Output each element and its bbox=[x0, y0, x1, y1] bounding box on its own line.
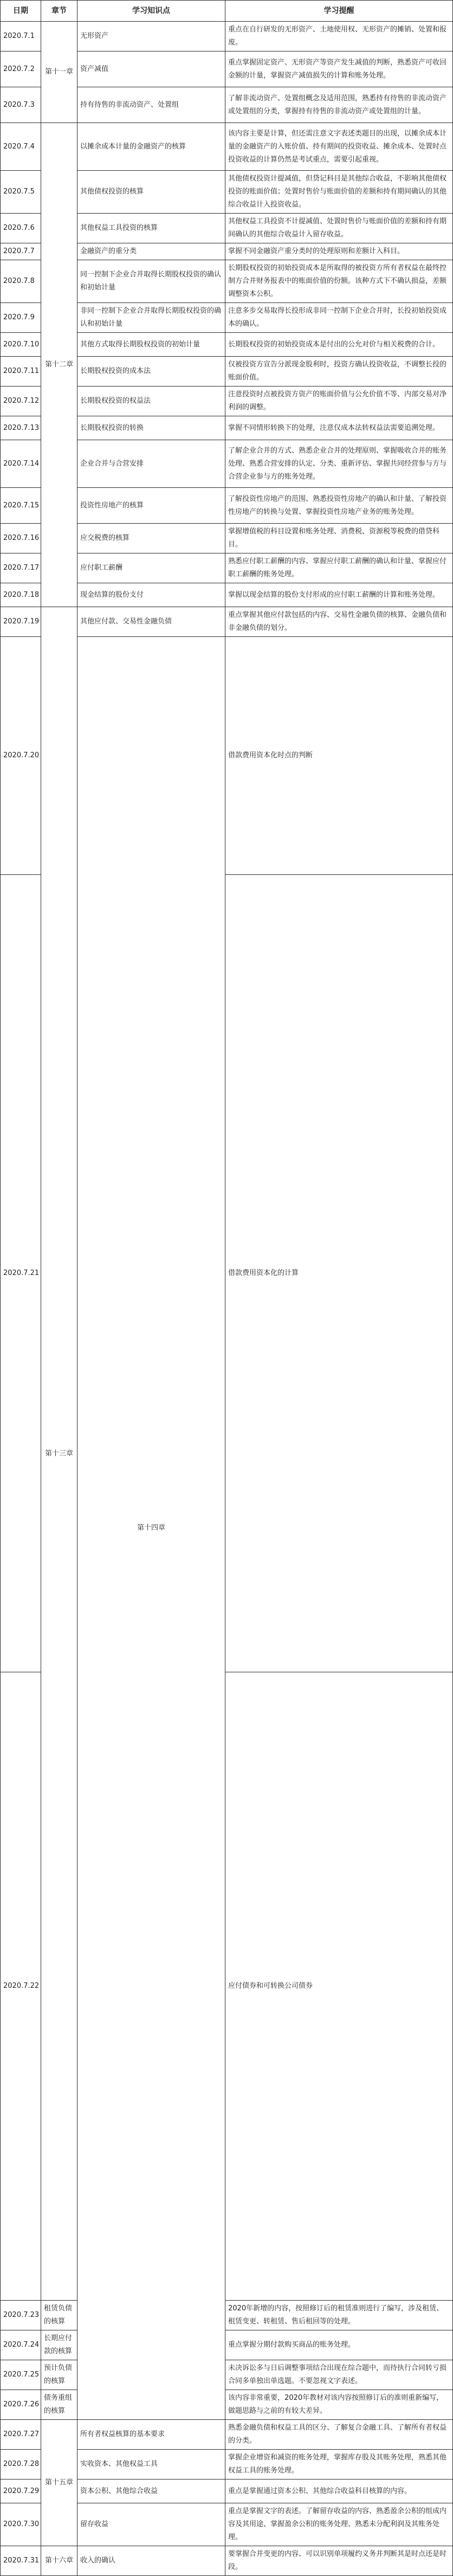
tip-cell: 重点在自行研发的无形资产、土地使用权、无形资产的摊销、处置和报废。 bbox=[225, 22, 453, 51]
point-cell: 资本公积、其他综合收益 bbox=[77, 2480, 225, 2503]
point-cell: 债务重组的核算 bbox=[41, 2390, 77, 2420]
date-cell: 2020.7.3 bbox=[1, 87, 41, 123]
tip-cell: 掌握企业增资和减资的账务处理，掌握库存股及其账务处理，熟悉其他权益工具的账务处理。 bbox=[225, 2450, 453, 2480]
date-cell: 2020.7.8 bbox=[1, 260, 41, 303]
chapter-cell-11: 第十一章 bbox=[41, 22, 77, 123]
header-date: 日期 bbox=[1, 1, 41, 22]
point-cell: 其他应付款、交易性金融负债 bbox=[77, 607, 225, 637]
date-cell: 2020.7.16 bbox=[1, 524, 41, 553]
date-cell: 2020.7.15 bbox=[1, 488, 41, 524]
point-cell: 借款费用资本化时点的判断 bbox=[225, 637, 453, 875]
date-cell: 2020.7.12 bbox=[1, 387, 41, 416]
date-cell: 2020.7.13 bbox=[1, 416, 41, 440]
table-row bbox=[1, 2546, 453, 2576]
point-cell: 资产减值 bbox=[77, 51, 225, 87]
tip-cell: 未决诉讼多与日后调整事项结合出现在综合题中，而待执行合同转亏损合同多单独出单选题。不要忽视文字表述。 bbox=[225, 2360, 453, 2390]
date-cell: 2020.7.4 bbox=[1, 123, 41, 171]
date-cell: 2020.7.28 bbox=[1, 2450, 41, 2480]
tip-cell: 熟悉应付职工薪酬的内容、掌握应付职工薪酬的确认和计量、掌握应付职工薪酬的账务处理。 bbox=[225, 553, 453, 583]
chapter-cell-14: 第十四章 bbox=[77, 637, 225, 2420]
tip-cell: 长期股权投资的初始投资成本是付出的公允对价与相关税费的合计。 bbox=[225, 333, 453, 357]
table-row bbox=[1, 123, 453, 171]
point-cell: 长期股权投资的成本法 bbox=[77, 357, 225, 387]
date-cell: 2020.7.29 bbox=[1, 2480, 41, 2503]
tip-cell: 掌握不同情形转换下的处理，注意仅成本法转权益法需要追溯处理。 bbox=[225, 416, 453, 440]
tip-cell: 掌握增值税的科目设置和账务处理、消费税、资源税等税费的借贷科目。 bbox=[225, 524, 453, 553]
point-cell: 长期股权投资的权益法 bbox=[77, 387, 225, 416]
tip-cell: 2020年新增的内容，按照修订后的租赁准则进行了编写，涉及租赁、租赁变更、转租赁、售后租回等的处理。 bbox=[225, 2301, 453, 2330]
date-cell: 2020.7.22 bbox=[1, 1672, 41, 2301]
chapter-cell-16: 第十六章 bbox=[41, 2546, 77, 2576]
point-cell: 应付债券和可转换公司债券 bbox=[225, 1672, 453, 2301]
header-row bbox=[1, 1, 453, 22]
chapter-cell-15: 第十五章 bbox=[41, 2420, 77, 2546]
point-cell: 无形资产 bbox=[77, 22, 225, 51]
date-cell: 2020.7.10 bbox=[1, 333, 41, 357]
point-cell: 非同一控制下企业合并取得长期股权投资的确认和初始计量 bbox=[77, 303, 225, 333]
table-row bbox=[1, 607, 453, 637]
table-row bbox=[1, 2360, 453, 2390]
point-cell: 以摊余成本计量的金融资产的核算 bbox=[77, 123, 225, 171]
tip-cell: 该内容主要是计算，但还需注意文字表述类题目的出现，以摊余成本计量的金融资产的入账价值、持有期间的投资收益、摊余成本、处置时点投资收益的计算仍然是考试重点，需要引起重视。 bbox=[225, 123, 453, 171]
tip-cell: 重点是掌握文字的表述。了解留存收益的内容、熟悉盈余公积的组成内容及其用途、掌握盈余公积的账务处理、熟悉未分配利润及其账务处理。 bbox=[225, 2503, 453, 2546]
point-cell: 租赁负债的核算 bbox=[41, 2301, 77, 2330]
point-cell: 现金结算的股份支付 bbox=[77, 583, 225, 607]
point-cell: 借款费用资本化的计算 bbox=[225, 875, 453, 1672]
tip-cell: 重点掌握分期付款购买商品的账务处理。 bbox=[225, 2330, 453, 2360]
date-cell: 2020.7.26 bbox=[1, 2390, 41, 2420]
date-cell: 2020.7.5 bbox=[1, 171, 41, 214]
tip-cell: 长期股权投资的初始投资成本是所取得的被投资方所有者权益在最终控制方合并财务报表中的账面价值的份额。该种方式下不确认损益，差额调整资本公积。 bbox=[225, 260, 453, 303]
tip-cell: 注意投资时点被投资方资产的账面价值与公允价值不等、内部交易对净利润的调整。 bbox=[225, 387, 453, 416]
tip-cell: 该内容非常重要，2020年教材对该内容按照修订后的准则重新编写，做题思路与之前的有较大差异。 bbox=[225, 2390, 453, 2420]
point-cell: 长期股权投资的转换 bbox=[77, 416, 225, 440]
point-cell: 所有者权益核算的基本要求 bbox=[77, 2420, 225, 2450]
point-cell: 企业合并与合营安排 bbox=[77, 440, 225, 488]
tip-cell: 重点掌握固定资产、无形资产等资产发生减值的判断，熟悉资产可收回金额的计量，掌握资产减值损失的计算和账务处理。 bbox=[225, 51, 453, 87]
date-cell: 2020.7.27 bbox=[1, 2420, 41, 2450]
tip-cell: 了解非流动资产、处置组概念及适用范围，熟悉持有待售的非流动资产或处置组的分类，掌握持有待售的非流动资产或处置组的计量。 bbox=[225, 87, 453, 123]
point-cell: 实收资本、其他权益工具 bbox=[77, 2450, 225, 2480]
point-cell: 投资性房地产的核算 bbox=[77, 488, 225, 524]
table-row bbox=[1, 22, 453, 51]
chapter-cell-13: 第十三章 bbox=[41, 607, 77, 2301]
header-chapter: 章节 bbox=[41, 1, 77, 22]
date-cell: 2020.7.6 bbox=[1, 214, 41, 243]
date-cell: 2020.7.7 bbox=[1, 243, 41, 260]
point-cell: 金融资产的重分类 bbox=[77, 243, 225, 260]
tip-cell: 其他债权投资计提减值，但贷记科目是其他综合收益，不影响其他债权投资的账面价值；处置时售价与账面价值的差额和持有期间确认的其他综合收益计入投资收益。 bbox=[225, 171, 453, 214]
point-cell: 应交税费的核算 bbox=[77, 524, 225, 553]
date-cell: 2020.7.1 bbox=[1, 22, 41, 51]
point-cell: 持有待售的非流动资产、处置组 bbox=[77, 87, 225, 123]
table-row bbox=[1, 2390, 453, 2420]
date-cell: 2020.7.9 bbox=[1, 303, 41, 333]
date-cell: 2020.7.2 bbox=[1, 51, 41, 87]
table-row bbox=[1, 2420, 453, 2450]
tip-cell: 其他权益工具投资不计提减值、处置时售价与账面价值的差额和持有期间确认的其他综合收益计入留存收益。 bbox=[225, 214, 453, 243]
tip-cell: 掌握不同金融资产重分类时的处理原则和差额计入科目。 bbox=[225, 243, 453, 260]
date-cell: 2020.7.18 bbox=[1, 583, 41, 607]
header-point: 学习知识点 bbox=[77, 1, 225, 22]
point-cell: 其他方式取得长期股权投资的初始计量 bbox=[77, 333, 225, 357]
header-tip: 学习提醒 bbox=[225, 1, 453, 22]
tip-cell: 了解投资性房地产的范围、熟悉投资性房地产的确认和计量、了解投资性房地产的转换与处置、掌握投资性房地产业务的账务处理。 bbox=[225, 488, 453, 524]
date-cell: 2020.7.31 bbox=[1, 2546, 41, 2576]
tip-cell: 仅被投资方宣告分派现金股利时，投资方确认投资收益，不调整长投的账面价值。 bbox=[225, 357, 453, 387]
point-cell: 应付职工薪酬 bbox=[77, 553, 225, 583]
point-cell: 长期应付款的核算 bbox=[41, 2330, 77, 2360]
point-cell: 预计负债的核算 bbox=[41, 2360, 77, 2390]
date-cell: 2020.7.14 bbox=[1, 440, 41, 488]
point-cell: 留存收益 bbox=[77, 2503, 225, 2546]
chapter-cell-12: 第十二章 bbox=[41, 123, 77, 607]
tip-cell: 掌握以现金结算的股份支付形成的应付职工薪酬的计算和账务处理。 bbox=[225, 583, 453, 607]
tip-cell: 重点掌握其他应付款包括的内容、交易性金融负债的核算、金融负债和非金融负债的划分。 bbox=[225, 607, 453, 637]
table-row bbox=[1, 2301, 453, 2330]
tip-cell: 了解企业合并的方式、熟悉企业合并的处理原则、掌握吸收合并的账务处理、熟悉合营安排的认定、分类、重新评估、掌握共同经营参与方与合营企业参与方的账务处理。 bbox=[225, 440, 453, 488]
date-cell: 2020.7.30 bbox=[1, 2503, 41, 2546]
point-cell: 其他债权投资的核算 bbox=[77, 171, 225, 214]
point-cell: 其他权益工具投资的核算 bbox=[77, 214, 225, 243]
date-cell: 2020.7.17 bbox=[1, 553, 41, 583]
date-cell: 2020.7.20 bbox=[1, 637, 41, 875]
date-cell: 2020.7.11 bbox=[1, 357, 41, 387]
point-cell: 收入的确认 bbox=[77, 2546, 225, 2576]
point-cell: 同一控制下企业合并取得长期股权投资的确认和初始计量 bbox=[77, 260, 225, 303]
tip-cell: 重点是掌握通过资本公积、其他综合收益科目核算的内容。 bbox=[225, 2480, 453, 2503]
date-cell: 2020.7.23 bbox=[1, 2301, 41, 2330]
tip-cell: 熟悉金融负债和权益工具的区分、了解复合金融工具、了解所有者权益的分类。 bbox=[225, 2420, 453, 2450]
table-row bbox=[1, 2330, 453, 2360]
date-cell: 2020.7.21 bbox=[1, 875, 41, 1672]
date-cell: 2020.7.25 bbox=[1, 2360, 41, 2390]
tip-cell: 注意多步交易取得长投形成非同一控制下企业合并时，长投初始投资成本的确认。 bbox=[225, 303, 453, 333]
date-cell: 2020.7.19 bbox=[1, 607, 41, 637]
tip-cell: 要掌握合并变更的内容、可以识别单项履约义务并判断其是时点还是时段。 bbox=[225, 2546, 453, 2576]
date-cell: 2020.7.24 bbox=[1, 2330, 41, 2360]
